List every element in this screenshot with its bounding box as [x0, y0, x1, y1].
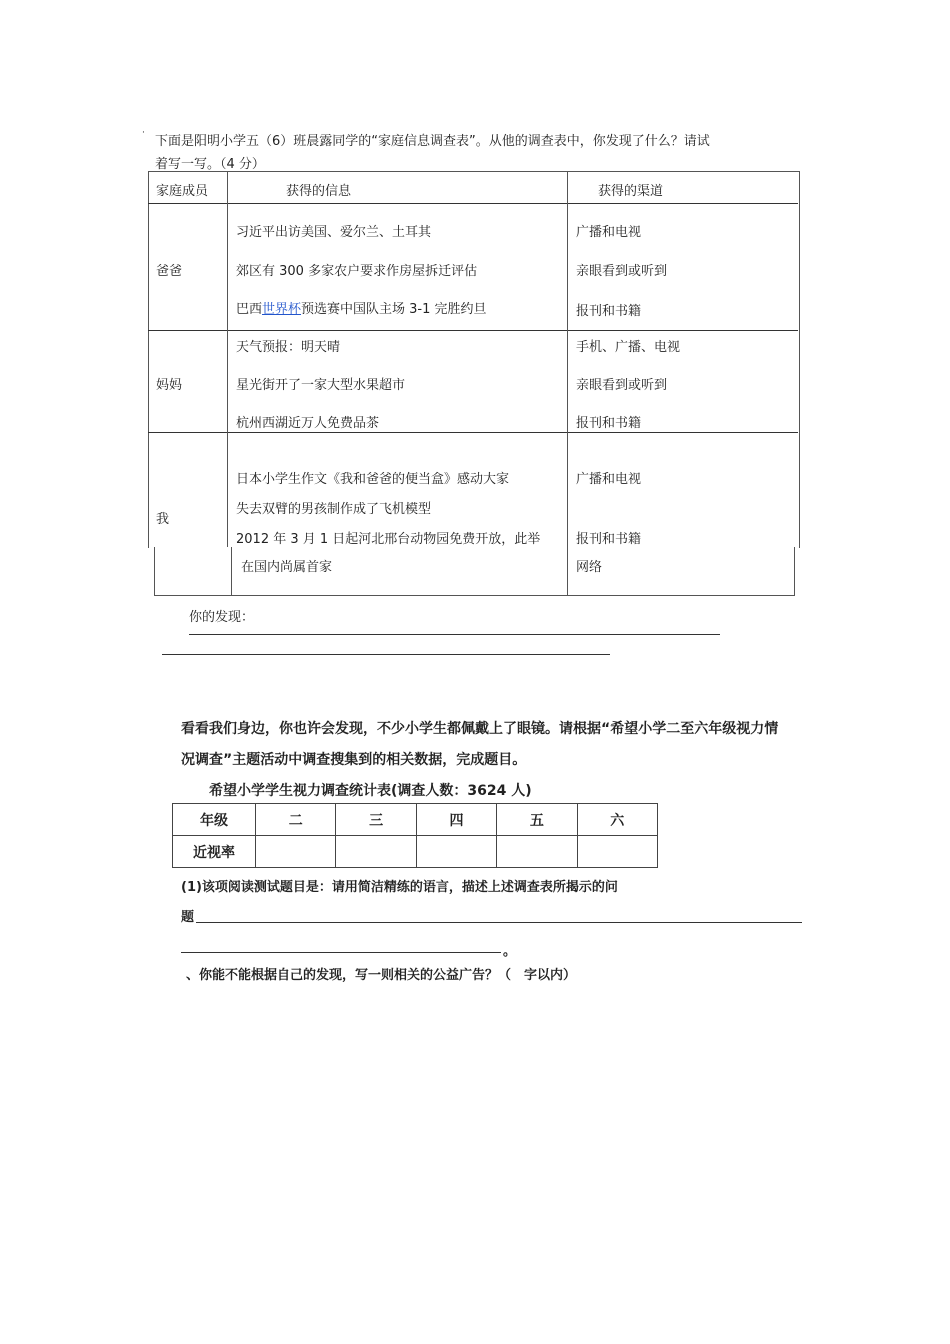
dad-info-1: 习近平出访美国、爱尔兰、土耳其 [236, 225, 432, 240]
dad-info-3 [236, 298, 487, 317]
rate-cell-4[interactable] [416, 836, 496, 868]
mom-info-2: 星光街开了一家大型水果超市 [236, 378, 406, 393]
me-info-3: 2012 年 3 月 1 日起河北邢台动物园免费开放，此举 [236, 532, 541, 547]
me-info-2: 失去双臂的男孩制作成了飞机模型 [236, 502, 432, 517]
mom-info-3: 杭州西湖近万人免费品茶 [236, 416, 380, 431]
sub2-prompt: 、你能不能根据自己的发现，写一则相关的公益广告？（ 字以内） [186, 968, 577, 983]
grade-5: 五 [497, 804, 577, 836]
grade-6: 六 [577, 804, 657, 836]
rate-label: 近视率 [173, 836, 256, 868]
grade-3: 三 [336, 804, 416, 836]
vision-table-title: 希望小学学生视力调查统计表(调查人数：3624 人) [209, 783, 532, 799]
member-mom: 妈妈 [156, 378, 183, 393]
vision-stats-table [172, 803, 658, 868]
sub1-answer-line-2[interactable] [181, 952, 501, 953]
mom-channel-3: 报刊和书籍 [576, 416, 642, 431]
me-info-4: 在国内尚属首家 [241, 560, 333, 575]
rate-cell-5[interactable] [497, 836, 577, 868]
mom-channel-1: 手机、广播、电视 [576, 340, 681, 355]
finding-label: 你的发现： [189, 610, 255, 625]
grade-label: 年级 [173, 804, 256, 836]
header-channel: 获得的渠道 [598, 184, 664, 199]
mom-info-1: 天气预报：明天晴 [236, 340, 341, 355]
rate-cell-6[interactable] [577, 836, 657, 868]
member-dad: 爸爸 [156, 264, 183, 279]
sub1-line1: (1)该项阅读测试题目是：请用简洁精练的语言，描述上述调查表所揭示的问 [181, 880, 618, 895]
header-member: 家庭成员 [156, 184, 209, 199]
dad-channel-3: 报刊和书籍 [576, 304, 642, 319]
me-channel-2: 报刊和书籍 [576, 532, 642, 547]
me-info-1: 日本小学生作文《我和爸爸的便当盒》感动大家 [236, 472, 510, 487]
sub1-end-mark: 。 [503, 944, 517, 959]
me-channel-1: 广播和电视 [576, 472, 642, 487]
dad-channel-2: 亲眼看到或听到 [576, 264, 668, 279]
dad-info-3-suffix: 预选赛中国队主场 3-1 完胜约旦 [301, 302, 487, 317]
member-me: 我 [156, 512, 170, 527]
finding-answer-line-2[interactable] [162, 654, 610, 655]
dad-channel-1: 广播和电视 [576, 225, 642, 240]
me-channel-3: 网络 [576, 560, 603, 575]
q2-intro-line1: 看看我们身边，你也许会发现，不少小学生都佩戴上了眼镜。请根据“希望小学二至六年级视力情 [181, 721, 779, 737]
header-info: 获得的信息 [286, 184, 352, 199]
grade-2: 二 [256, 804, 336, 836]
dad-info-2: 郊区有 300 多家农户要求作房屋拆迁评估 [236, 264, 478, 279]
q1-intro-line2: 着写一写。（4 分） [155, 157, 265, 172]
mom-channel-2: 亲眼看到或听到 [576, 378, 668, 393]
sub1-answer-line-1[interactable] [196, 922, 802, 923]
bullet-mark: · [142, 128, 145, 138]
rate-cell-2[interactable] [256, 836, 336, 868]
rate-cell-3[interactable] [336, 836, 416, 868]
world-cup-link[interactable]: 世界杯 [262, 302, 302, 317]
sub1-line2-start: 题 [181, 910, 195, 925]
q2-intro-line2: 况调查”主题活动中调查搜集到的相关数据，完成题目。 [181, 752, 527, 768]
grade-4: 四 [416, 804, 496, 836]
q1-intro-line1: 下面是阳明小学五（6）班晨露同学的“家庭信息调查表”。从他的调查表中，你发现了什么？请试 [155, 134, 710, 149]
finding-answer-line-1[interactable] [189, 634, 720, 635]
dad-info-3-prefix: 巴西 [236, 302, 263, 317]
